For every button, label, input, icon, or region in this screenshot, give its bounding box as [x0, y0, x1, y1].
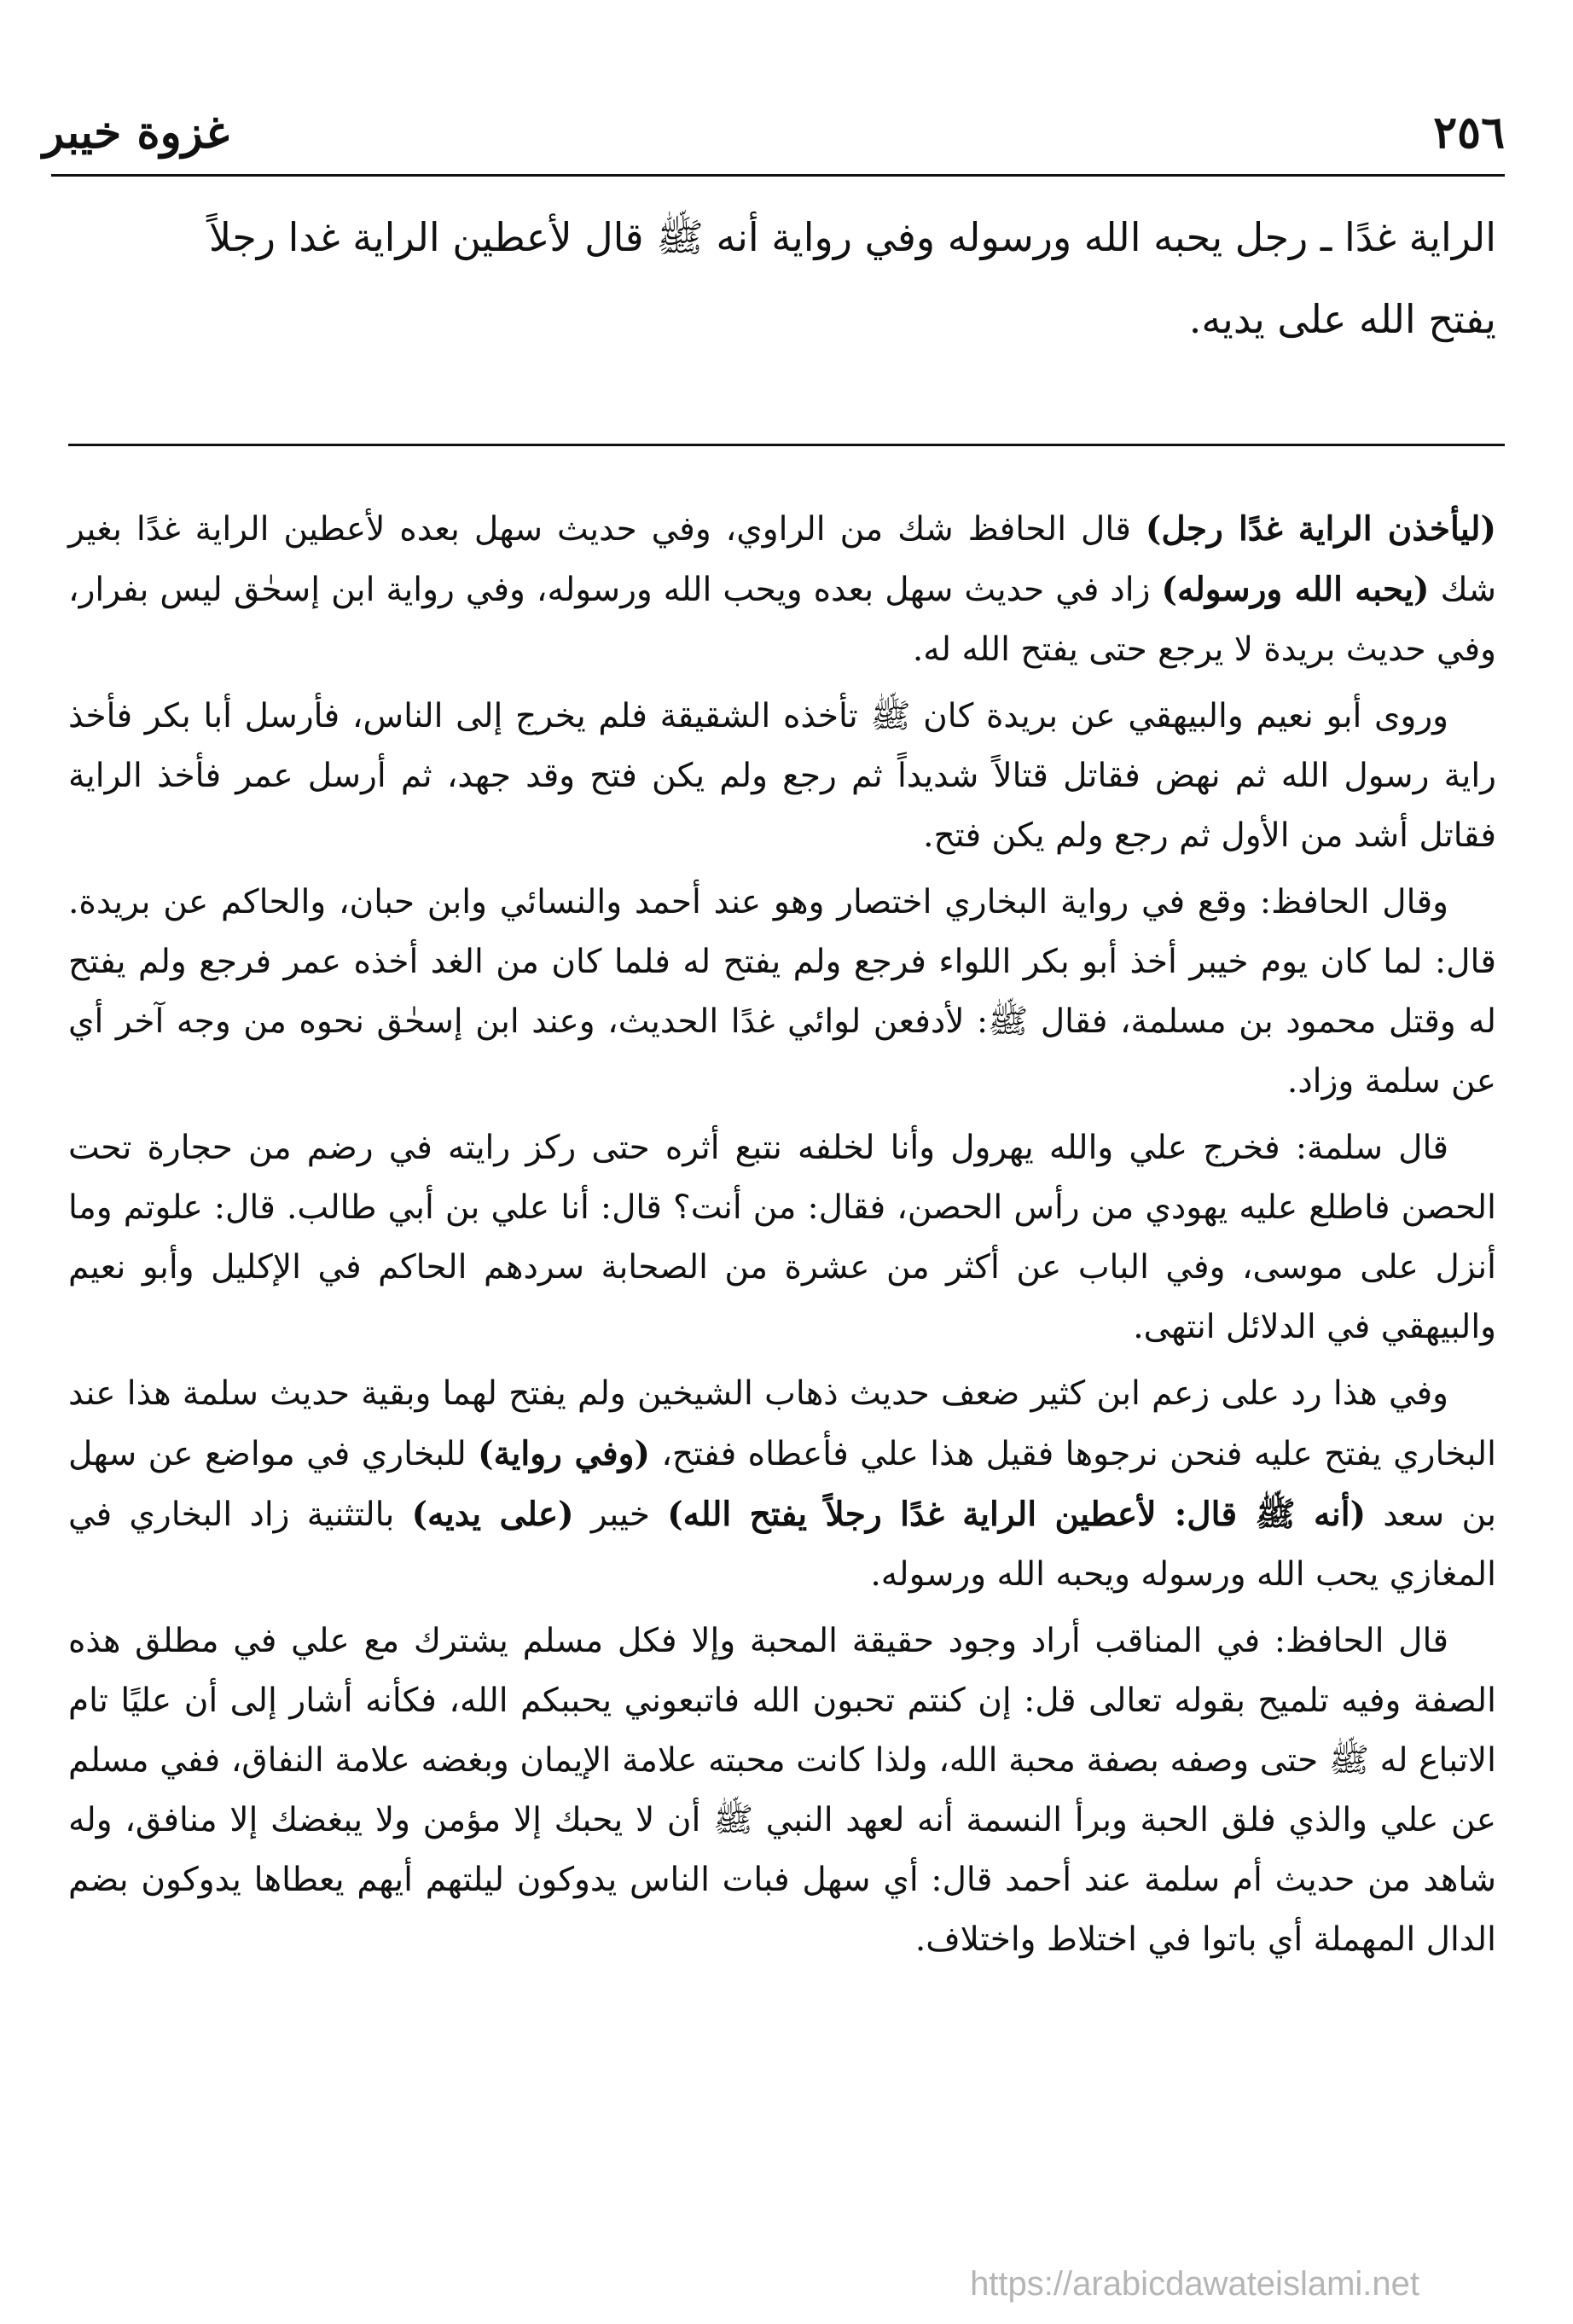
quoted-phrase: (وفي رواية): [478, 1434, 650, 1473]
commentary: [68, 499, 1496, 1977]
paragraph-text: بالتثنية زاد البخاري في المغازي يحب الله ورسوله ويحبه الله ورسوله.: [68, 1496, 1496, 1594]
page-number: ٢٥٦: [1433, 106, 1505, 159]
paragraph-text: وفي هذا رد على زعم ابن كثير ضعف حديث ذهاب الشيخين ولم يفتح لهما وبقية حديث سلمة هذا عند البخاري يفتح عليه فنحن نرجوها فقيل هذا علي فأعطاه ففتح،: [68, 1374, 1497, 1473]
commentary-paragraph: وروى أبو نعيم والبيهقي عن بريدة كان ﷺ تأخذه الشقيقة فلم يخرج إلى الناس، فأرسل أبا بكر فأخذ راية رسول الله ثم نهض فقاتل قتالاً شديداً ثم رجع ولم يكن فتح وقد جهد، ثم أرسل عمر فأخذ الراية فقاتل أشد من الأول ثم رجع ولم يكن فتح.: [68, 697, 1496, 855]
watermark-url: https://arabicdawateislami.net: [970, 2265, 1419, 2303]
paragraph-text: قال الحافظ شك من الراوي، وفي حديث سهل بعده لأعطين الراية غدًا بغير شك: [68, 510, 1497, 609]
commentary-paragraph: [68, 1364, 1496, 1605]
running-title: غزوة خيبر: [43, 106, 229, 159]
commentary-paragraph: وقال الحافظ: وقع في رواية البخاري اختصار وهو عند أحمد والنسائي وابن حبان، والحاكم عن بريدة. قال: لما كان يوم خيبر أخذ أبو بكر اللواء فرجع ولم يفتح له فلما كان من الغد أخذه عمر فرجع ولم يفتح له وقتل محمود بن مسلمة، فقال ﷺ: لأدفعن لوائي غدًا الحديث، وعند ابن إسحٰق نحوه من وجه آخر أي عن سلمة وزاد.: [68, 883, 1496, 1101]
main-text-line: يفتح الله على يديه.: [1188, 296, 1496, 342]
quoted-phrase: (على يديه): [411, 1495, 574, 1534]
commentary-paragraph: [68, 499, 1496, 680]
main-text: [68, 196, 1496, 360]
paragraph-text: زاد في حديث سهل بعده ويحب الله ورسوله، وفي رواية ابن إسحٰق ليس بفرار، وفي حديث بريدة لا يرجع حتى يفتح الله له.: [68, 571, 1496, 669]
quoted-phrase: (ليأخذن الراية غدًا رجل): [1145, 509, 1496, 549]
main-text-line: الراية غدًا ـ رجل يحبه الله ورسوله وفي رواية أنه ﷺ قال لأعطين الراية غدا رجلاً: [208, 214, 1496, 260]
commentary-divider: [68, 444, 1505, 446]
paragraph-text: خيبر: [573, 1496, 668, 1534]
quoted-phrase: (أنه ﷺ قال: لأعطين الراية غدًا رجلاً يفتح الله): [667, 1495, 1367, 1534]
page-header: [43, 94, 1505, 171]
paragraph-text: للبخاري في مواضع عن سهل بن سعد: [68, 1435, 1496, 1534]
commentary-paragraph: قال الحافظ: في المناقب أراد وجود حقيقة المحبة وإلا فكل مسلم يشترك مع علي في مطلق هذه الصفة وفيه تلميح بقوله تعالى قل: إن كنتم تحبون الله فاتبعوني يحببكم الله، فكأنه أشار إلى أن عليًا تام الاتباع له ﷺ حتى وصفه بصفة محبة الله، ولذا كانت محبته علامة الإيمان وبغضه علامة النفاق، ففي مسلم عن علي والذي فلق الحبة وبرأ النسمة أنه لعهد النبي ﷺ أن لا يحبك إلا مؤمن ولا يبغضك إلا منافق، وله شاهد من حديث أم سلمة عند أحمد قال: أي سهل فبات الناس يدوكون ليلتهم أيهم يعطاها يدوكون بضم الدال المهملة أي باتوا في اختلاط واختلاف.: [68, 1622, 1497, 1959]
commentary-paragraph: قال سلمة: فخرج علي والله يهرول وأنا لخلفه نتبع أثره حتى ركز رايته في رضم من حجارة تحت الحصن فاطلع عليه يهودي من رأس الحصن، فقال: من أنت؟ قال: أنا علي بن أبي طالب. قال: علوتم وما أنزل على موسى، وفي الباب عن أكثر من عشرة من الصحابة سردهم الحاكم في الإكليل وأبو نعيم والبيهقي في الدلائل انتهى.: [68, 1129, 1496, 1346]
quoted-phrase: (يحبه الله ورسوله): [1161, 570, 1430, 609]
header-divider: [51, 174, 1505, 177]
